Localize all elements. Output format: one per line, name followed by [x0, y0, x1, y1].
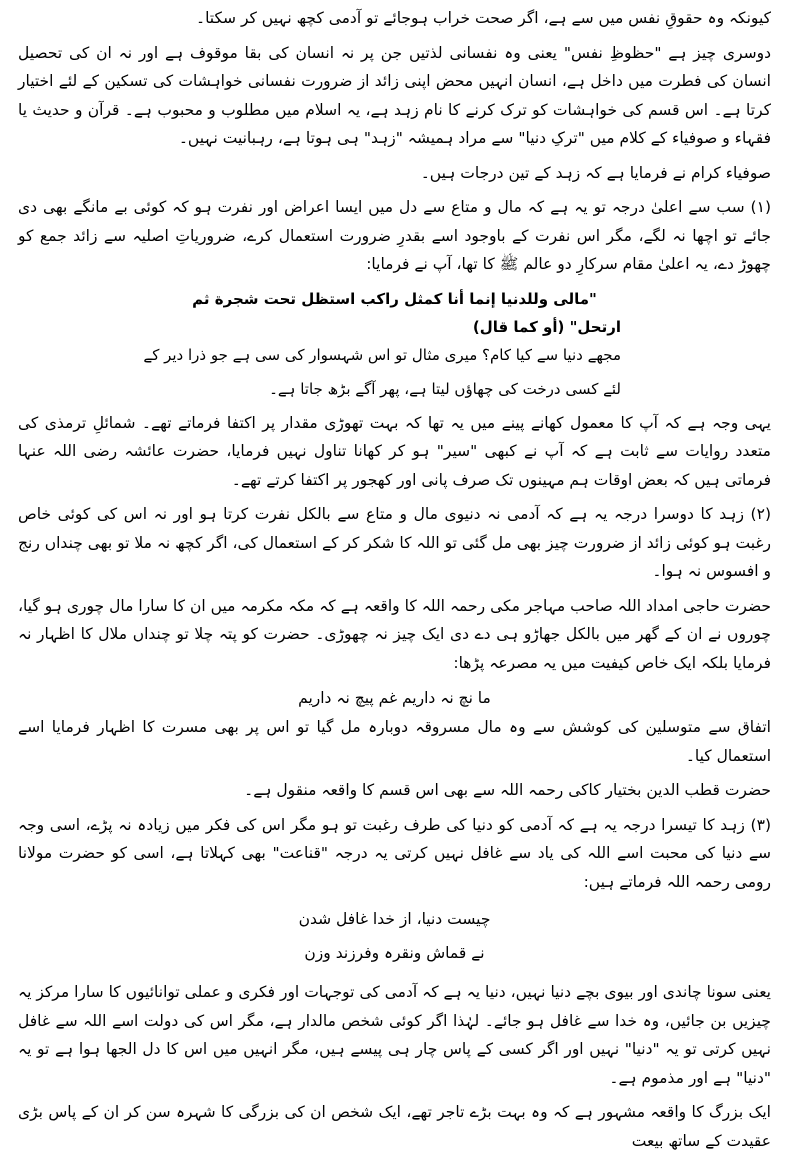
paragraph-qutbuddin: حضرت قطب الدین بختیار کاکی رحمہ اللہ سے بھی اس قسم کا واقعہ منقول ہے۔: [244, 781, 771, 799]
paragraph-first-level: (۱) سب سے اعلیٰ درجہ تو یہ ہے کہ مال و متاع سے دل میں ایسا اعراض اور نفرت ہو کہ کوئی بے مانگے بھی دی جائے تو اچھا نہ لگے، مگر اس نفرت کے باوجود اسے بقدرِ ضرورت استعمال کرے، ضروریاتِ اصلیہ سے زائد جمع کو چھوڑ دے، یہ اعلیٰ مقام سرکارِ دو عالم ﷺ کا تھا، آپ نے فرمایا:: [18, 198, 771, 273]
paragraph-meaning-of-dunya: یعنی سونا چاندی اور بیوی بچے دنیا نہیں، دنیا یہ ہے کہ آدمی کی توجہات اور فکری و عملی توانائیوں کا سارا مرکز یہ چیزیں بن جائیں، وہ خدا سے غافل ہو جائے۔ لہٰذا اگر کوئی شخص مالدار ہے، مگر اس کی دولت اسے اللہ سے غافل نہیں کرتی تو یہ "دنیا" نہیں اور اگر کسی کے پاس چار ہی پیسے ہیں، مگر انہیں میں اس کا دل الجھا ہوا ہے تو یہ "دنیا" ہے اور مذموم ہے۔: [18, 983, 771, 1087]
couplet-line-1: چیست دنیا، از خدا غافل شدن: [298, 910, 491, 928]
hadith-arabic-line-2: ارتحل" (أو کما قال): [472, 317, 621, 336]
couplet-line-2: نے قماش ونقرہ وفرزند وزن: [304, 944, 485, 962]
paragraph-huzuz-nafs: دوسری چیز ہے "حظوظِ نفس" یعنی وہ نفسانی لذتیں جن پر نہ انسان کی بقا موقوف ہے اور نہ ان کی تحصیل انسان کی فطرت میں داخل ہے، انسان انہیں محض اپنی زائد از ضرورت نفسانی خواہشات کی تسکین کے لئے اختیار کرتا ہے۔ اس قسم کی خواہشات کو ترک کرنے کا نام زہد ہے، یہ اسلام میں مطلوب و محبوب ہے۔ قرآن و حدیث یا فقہاء و صوفیاء کے کلام میں "ترکِ دنیا" سے مراد ہمیشہ "زہد" ہی ہوتا ہے، رہبانیت نہیں۔: [18, 43, 771, 147]
paragraph-second-level: (۲) زہد کا دوسرا درجہ یہ ہے کہ آدمی نہ دنیوی مال و متاع سے بالکل نفرت کرتا ہو اور نہ اس کی کوئی خاص رغبت ہو کوئی زائد از ضرورت چیز بھی مل گئی تو اللہ کا شکر کر کے استعمال کی، اگر کچھ نہ ملا تو بھی چنداں رنج و افسوس نہ ہوا۔: [18, 505, 771, 580]
persian-misra: ما نچ نہ داریم غم پیچ نہ داریم: [298, 689, 491, 707]
paragraph-haji-imdadullah: حضرت حاجی امداد اللہ صاحب مہاجر مکی رحمہ اللہ کا واقعہ ہے کہ مکہ مکرمہ میں ان کا سارا مال چوری ہو گیا، چوروں نے ان کے گھر میں بالکل جھاڑو ہی دے دی ایک چیز نہ چھوڑی۔ حضرت کو پتہ چلا تو چنداں ملال کا اظہار نہ فرمایا بلکہ ایک خاص کیفیت میں یہ مصرعہ پڑھا:: [18, 596, 771, 672]
paragraph-merchant-story: ایک بزرگ کا واقعہ مشہور ہے کہ وہ بہت بڑے تاجر تھے، ایک شخص ان کی بزرگی کا شہرہ سن کر ان کے پاس بڑی عقیدت کے ساتھ بیعت: [18, 1103, 771, 1150]
hadith-translation-line-1: مجھے دنیا سے کیا کام؟ میری مثال تو اس شہسوار کی سی ہے جو ذرا دیر کے: [143, 345, 621, 364]
rumi-couplet: [18, 902, 771, 970]
paragraph-intro: کیونکہ وہ حقوقِ نفس میں سے ہے، اگر صحت خراب ہوجائے تو آدمی کچھ نہیں کر سکتا۔: [195, 9, 771, 27]
hadith-block: [18, 285, 771, 403]
hadith-arabic-line-1: "مالی وللدنیا إنما أنا کمثل راکب استظل تحت شجرة ثم: [192, 289, 597, 308]
hadith-translation-line-2: لئے کسی درخت کی چھاؤں لیتا ہے، پھر آگے بڑھ جاتا ہے۔: [269, 379, 621, 398]
paragraph-prophet-practice: یہی وجہ ہے کہ آپ کا معمول کھانے پینے میں یہ تھا کہ بہت تھوڑی مقدار پر اکتفا فرماتے تھے۔ شمائلِ ترمذی کی متعدد روایات سے ثابت ہے کہ آپ نے کبھی "سیر" ہو کر کھانا تناول نہیں فرمایا، حضرت عائشہ رضی اللہ عنہا فرماتی ہیں کہ بعض اوقات ہم مہینوں تک صرف پانی اور کھجور پر اکتفا کرتے تھے۔: [18, 413, 771, 489]
paragraph-third-level: (۳) زہد کا تیسرا درجہ یہ ہے کہ آدمی کو دنیا کی طرف رغبت تو ہو مگر اس کی فکر میں زیادہ نہ پڑے، اسی وجہ سے دنیا کی محبت اسے اللہ کی یاد سے غافل نہیں کرتی یہ درجہ "قناعت" بھی کہلاتا ہے، اسی کو حضرت مولانا رومی رحمہ اللہ فرماتے ہیں:: [18, 815, 771, 891]
paragraph-zuhd-levels-intro: صوفیاء کرام نے فرمایا ہے کہ زہد کے تین درجات ہیں۔: [420, 163, 771, 182]
paragraph-stolen-goods-returned: اتفاق سے متوسلین کی کوشش سے وہ مال مسروقہ دوبارہ مل گیا تو اس پر بھی مسرت کا اظہار فرمایا اسے استعمال کیا۔: [18, 718, 771, 765]
